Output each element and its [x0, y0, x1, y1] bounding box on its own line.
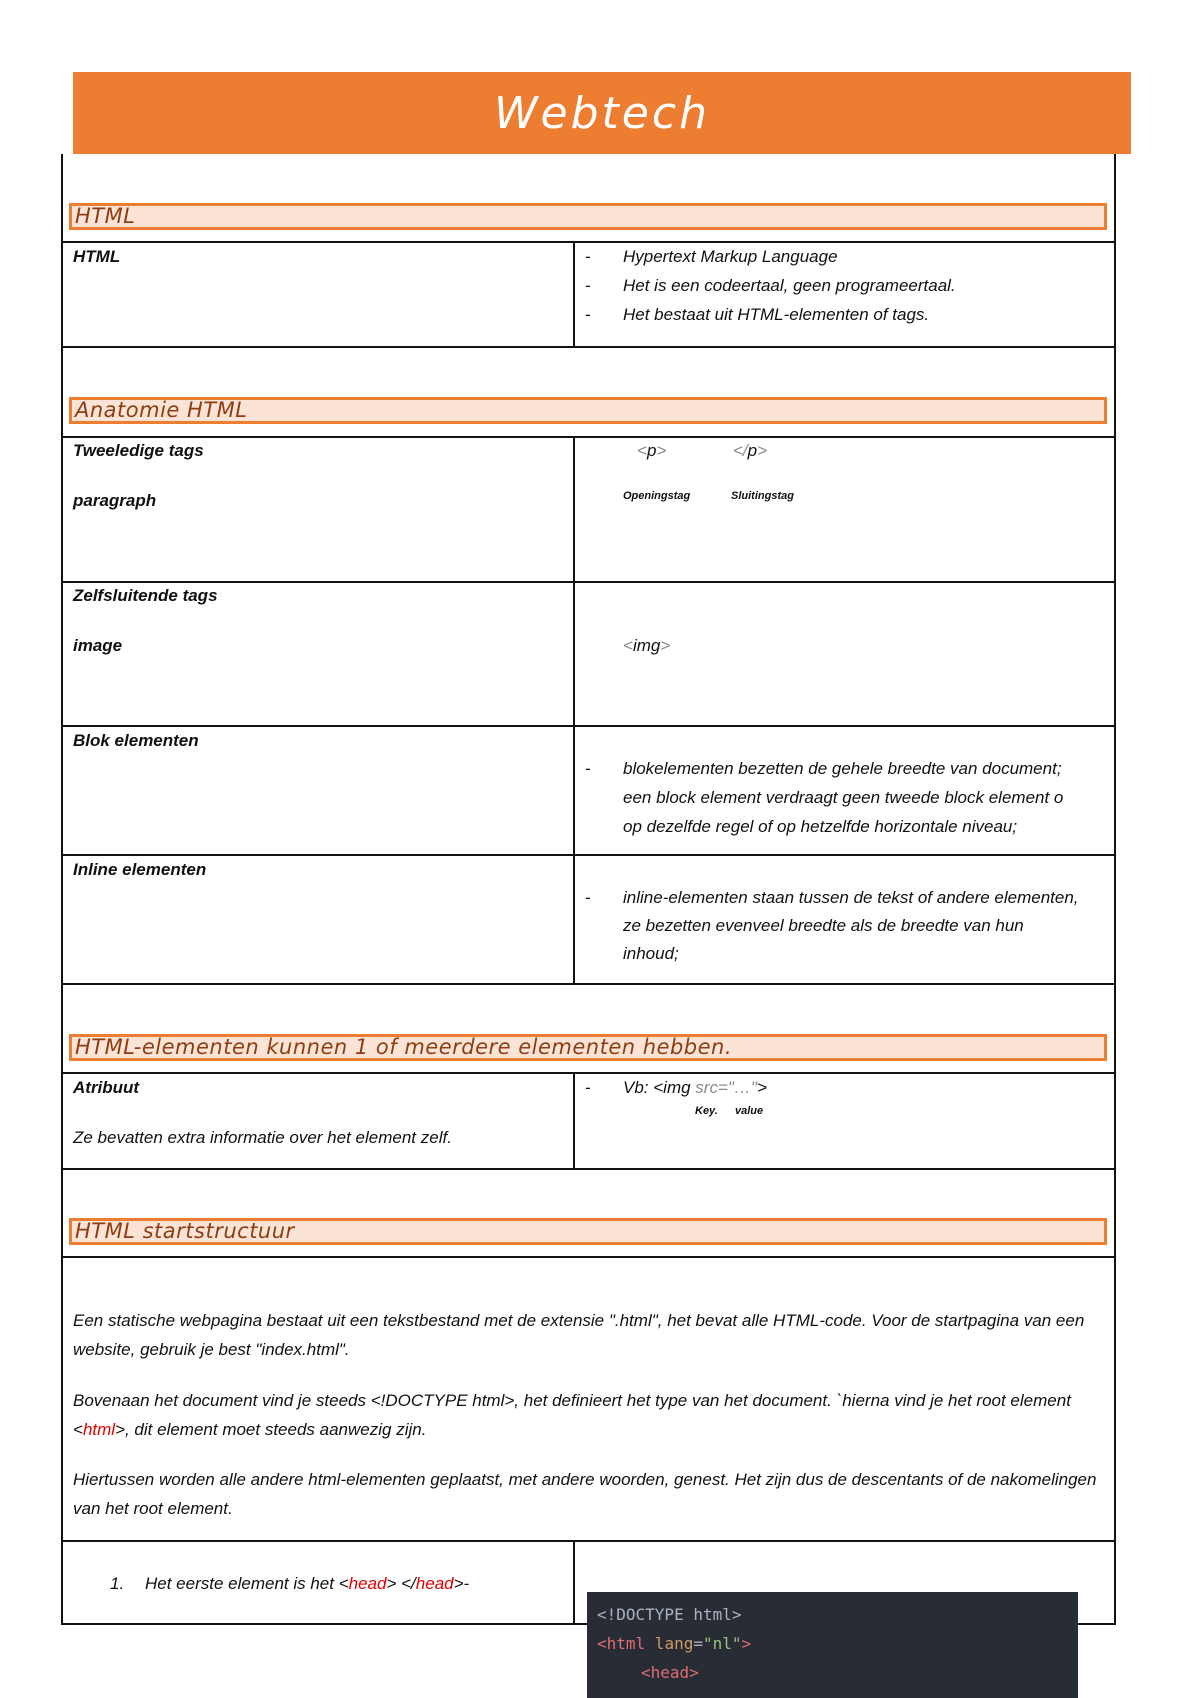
row-divider — [61, 581, 1116, 583]
attribute-example: Vb: <img src="…"> — [623, 1078, 767, 1097]
closing-tag-label: Sluitingstag — [731, 490, 794, 502]
list-item: Hypertext Markup Language — [623, 247, 838, 266]
term-zelfsluitende-tags: Zelfsluitende tags — [73, 586, 218, 605]
term-html: HTML — [73, 247, 121, 266]
key-label: Key. — [695, 1105, 718, 1117]
opening-tag-label: Openingstag — [623, 490, 691, 502]
column-divider — [573, 242, 575, 346]
opening-tag-text: p — [646, 441, 657, 460]
row-divider — [61, 1168, 1116, 1170]
list-item: blokelementen bezetten de gehele breedte van document; — [623, 759, 1062, 778]
code-snippet — [587, 1592, 1078, 1698]
row-divider — [61, 436, 1116, 438]
paragraph-2: Bovenaan het document vind je steeds <!DOCTYPE html>, het definieert het type van het document. `hierna vind je het root element <html>, dit element moet steeds aanwezig zijn. — [73, 1391, 1071, 1439]
numbered-item-number: 1. — [110, 1574, 125, 1593]
row-divider — [61, 725, 1116, 727]
list-item-continued: een block element verdraagt geen tweede block element o — [623, 788, 1064, 807]
list-item-continued: inhoud; — [623, 944, 679, 963]
list-dash: - — [585, 276, 591, 295]
section-heading-anatomie: Anatomie HTML — [69, 397, 1107, 424]
page-title: Webtech — [494, 87, 710, 139]
term-atribuut: Atribuut — [73, 1078, 140, 1097]
list-dash: - — [585, 1078, 591, 1097]
term-image: image — [73, 636, 123, 655]
row-divider — [61, 1256, 1116, 1258]
closing-tag-text: p — [747, 441, 758, 460]
row-divider — [61, 346, 1116, 348]
column-divider — [573, 1073, 575, 1168]
row-divider — [61, 1540, 1116, 1542]
title-banner — [73, 72, 1131, 154]
column-divider — [573, 437, 575, 983]
closing-tag: </p> — [733, 441, 768, 460]
column-divider — [573, 1541, 575, 1625]
code-line-1: <!DOCTYPE html> — [597, 1605, 742, 1624]
term-paragraph: paragraph — [73, 491, 157, 510]
list-item: inline-elementen staan tussen de tekst of andere elementen, — [623, 888, 1079, 907]
paragraph-1: Een statische webpagina bestaat uit een tekstbestand met de extensie ".html", het bevat alle HTML-code. Voor de startpagina van een website, gebruik je best "index.html". — [73, 1311, 1085, 1359]
section-heading-attributes: HTML-elementen kunnen 1 of meerdere elementen hebben. — [69, 1034, 1107, 1061]
list-dash: - — [585, 247, 591, 266]
term-blok-elementen: Blok elementen — [73, 731, 199, 750]
value-label: value — [735, 1105, 764, 1117]
list-dash: - — [585, 888, 591, 907]
code-line-2: <html lang="nl"> — [597, 1634, 752, 1653]
numbered-item: Het eerste element is het <head> </head>- — [145, 1574, 470, 1593]
list-dash: - — [585, 305, 591, 324]
term-inline-elementen: Inline elementen — [73, 860, 207, 879]
term-tweeledige-tags: Tweeledige tags — [73, 441, 204, 460]
row-divider — [61, 1072, 1116, 1074]
section-heading-startstructuur: HTML startstructuur — [69, 1218, 1107, 1245]
list-item-continued: op dezelfde regel of op hetzelfde horizontale niveau; — [623, 817, 1018, 836]
img-tag: <img> — [623, 636, 671, 655]
list-dash: - — [585, 759, 591, 778]
row-divider — [61, 854, 1116, 856]
paragraph-3: Hiertussen worden alle andere html-elementen geplaatst, met andere woorden, genest. Het zijn dus de descentants of de nakomelingen van het root element. — [73, 1470, 1097, 1518]
list-item: Het is een codeertaal, geen programeertaal. — [623, 276, 956, 295]
section-heading-html: HTML — [69, 203, 1107, 230]
img-tag-text: img — [632, 636, 661, 655]
code-line-3: <head> — [641, 1663, 699, 1682]
list-item: Het bestaat uit HTML-elementen of tags. — [623, 305, 930, 324]
row-divider — [61, 241, 1116, 243]
opening-tag: <p> — [637, 441, 667, 460]
atribuut-description: Ze bevatten extra informatie over het element zelf. — [73, 1128, 452, 1147]
list-item-continued: ze bezetten evenveel breedte als de breedte van hun — [623, 916, 1024, 935]
row-divider — [61, 983, 1116, 985]
